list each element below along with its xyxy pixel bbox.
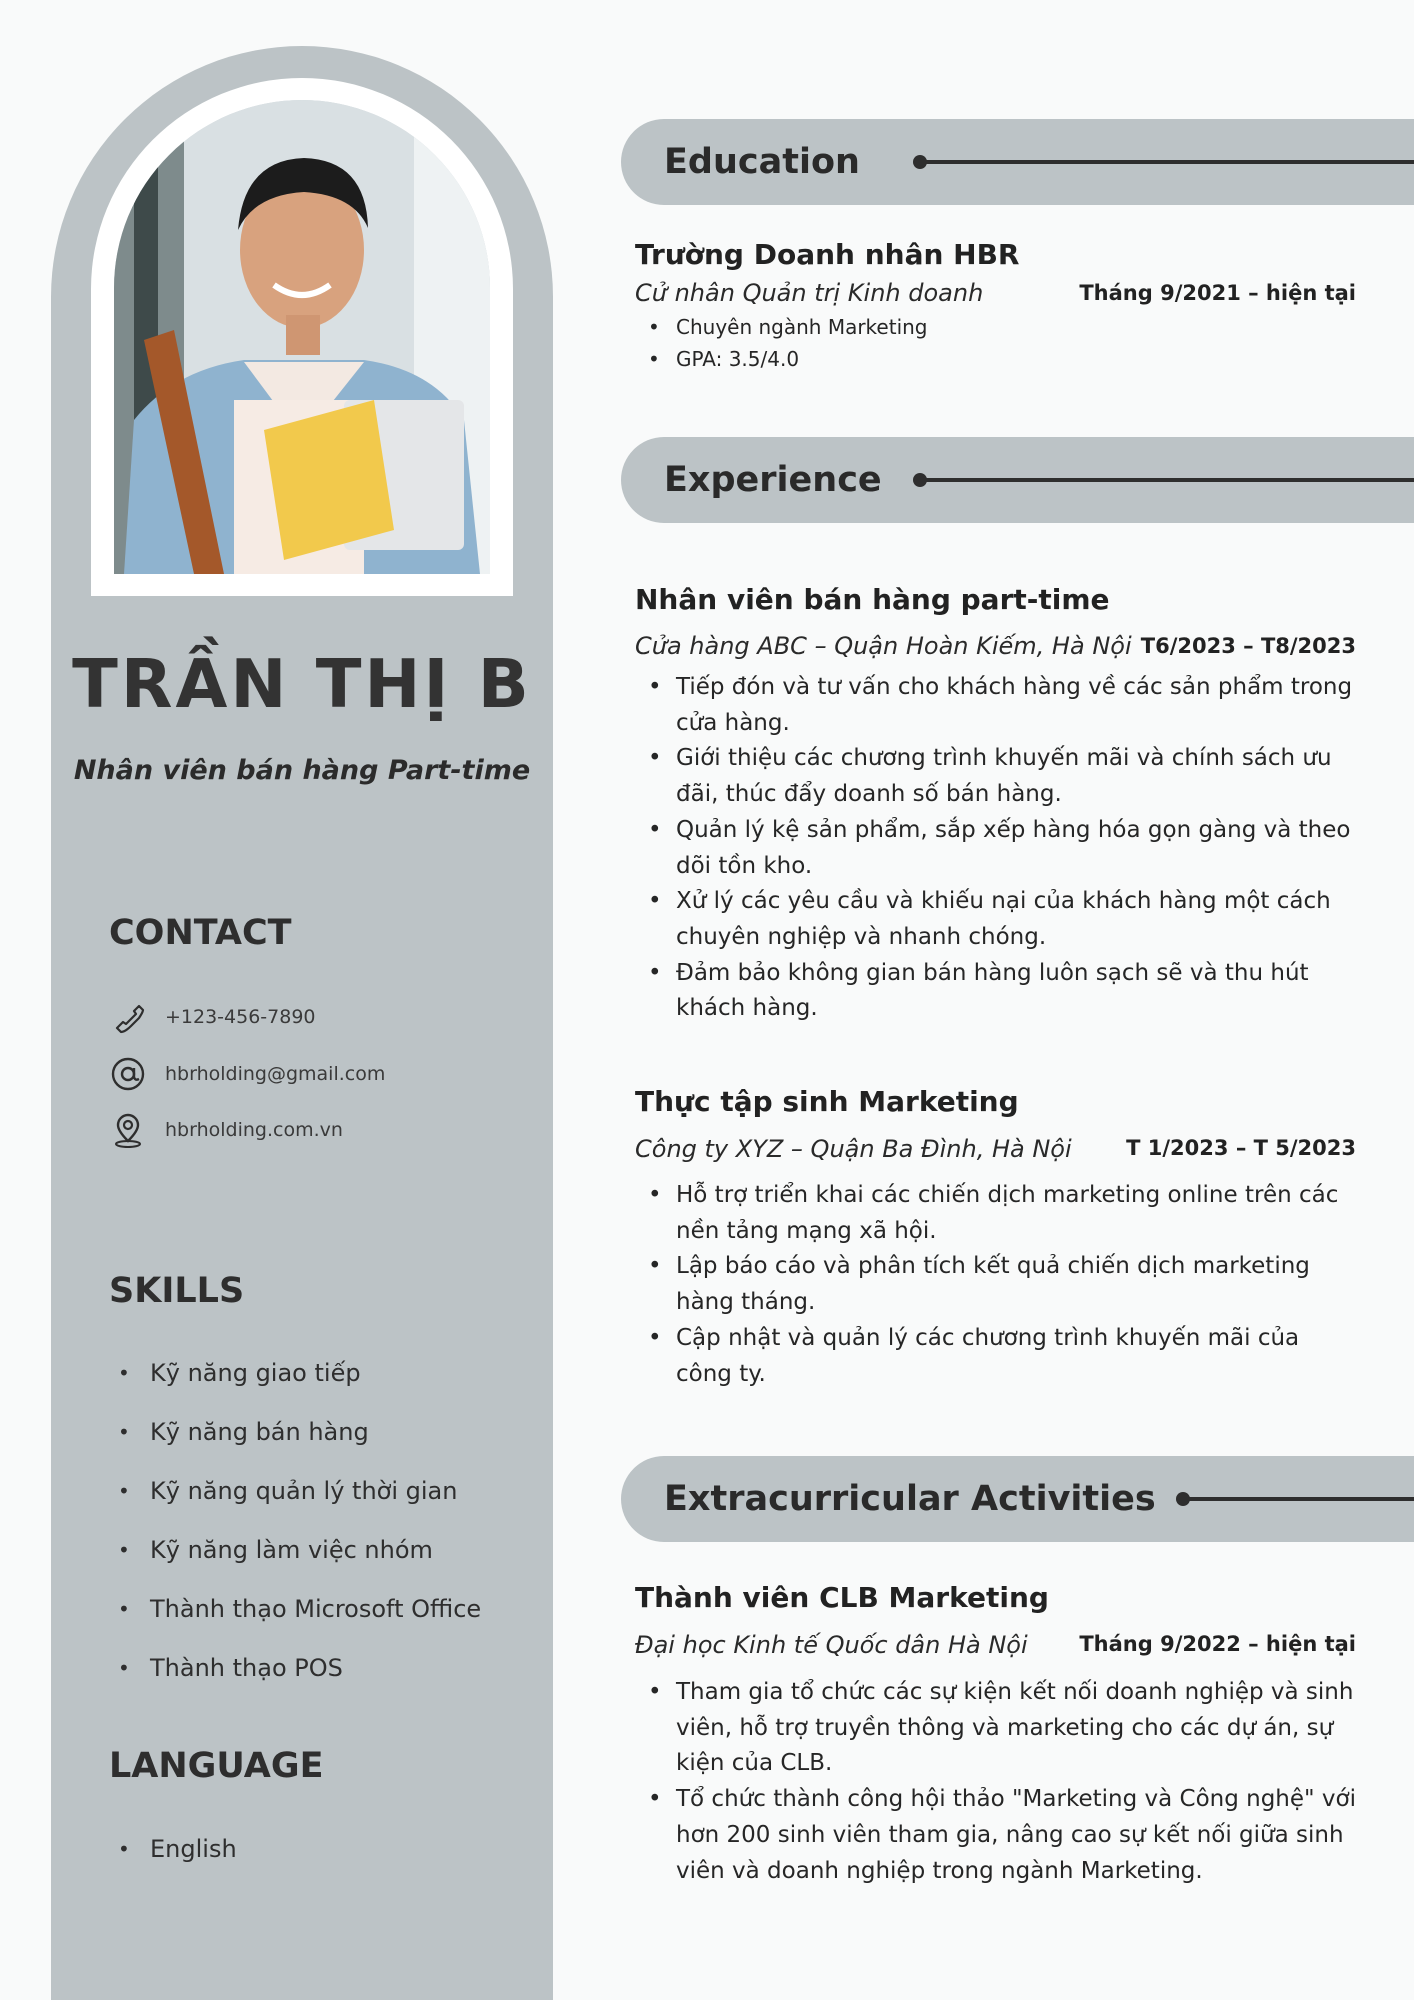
- job-title: Thực tập sinh Marketing: [635, 1085, 1019, 1118]
- bar-line: [919, 160, 1414, 164]
- contact-website: [109, 1110, 343, 1150]
- job-company: Công ty XYZ – Quận Ba Đình, Hà Nội: [635, 1135, 1072, 1163]
- job-date: T 1/2023 – T 5/2023: [1126, 1136, 1356, 1160]
- activity-date: Tháng 9/2022 – hiện tại: [1079, 1632, 1356, 1656]
- list-item: • Cập nhật và quản lý các chương trình khuyến mãi của công ty.: [640, 1321, 1358, 1392]
- list-item: • Xử lý các yêu cầu và khiếu nại của khách hàng một cách chuyên nghiệp và nhanh chóng.: [640, 884, 1358, 955]
- job-title: Nhân viên bán hàng part-time: [635, 583, 1110, 616]
- list-item: • English: [118, 1829, 237, 1888]
- experience-heading: Experience: [664, 460, 882, 500]
- skills-list: [118, 1353, 481, 1707]
- activity-org: Đại học Kinh tế Quốc dân Hà Nội: [635, 1631, 1028, 1659]
- person-name: TRẦN THỊ B: [72, 645, 532, 723]
- education-section-bar: [621, 119, 1414, 205]
- education-date: Tháng 9/2021 – hiện tại: [1079, 281, 1356, 305]
- experience-section-bar: [621, 437, 1414, 523]
- job-bullets: [640, 1178, 1358, 1392]
- contact-phone: [109, 997, 316, 1037]
- list-item: • Tiếp đón và tư vấn cho khách hàng về các sản phẩm trong cửa hàng.: [640, 670, 1358, 741]
- list-item: • Kỹ năng quản lý thời gian: [118, 1471, 481, 1530]
- activities-heading: Extracurricular Activities: [664, 1479, 1156, 1519]
- language-list: [118, 1829, 237, 1888]
- list-item: • Thành thạo POS: [118, 1648, 481, 1707]
- profile-photo-frame: [91, 78, 513, 596]
- email-text: hbrholding@gmail.com: [165, 1063, 386, 1085]
- list-item: • GPA: 3.5/4.0: [640, 343, 1358, 375]
- website-text: hbrholding.com.vn: [165, 1119, 343, 1141]
- job-company: Cửa hàng ABC – Quận Hoàn Kiếm, Hà Nội: [635, 632, 1132, 660]
- list-item: • Kỹ năng giao tiếp: [118, 1353, 481, 1412]
- education-school: Trường Doanh nhân HBR: [635, 238, 1020, 271]
- list-item: • Kỹ năng làm việc nhóm: [118, 1530, 481, 1589]
- list-item: • Giới thiệu các chương trình khuyến mãi và chính sách ưu đãi, thúc đẩy doanh số bán hàng.: [640, 741, 1358, 812]
- list-item: • Chuyên ngành Marketing: [640, 311, 1358, 343]
- activity-bullets: [640, 1675, 1358, 1889]
- education-details: [640, 311, 1358, 375]
- education-degree: Cử nhân Quản trị Kinh doanh: [635, 279, 984, 307]
- list-item: • Quản lý kệ sản phẩm, sắp xếp hàng hóa gọn gàng và theo dõi tồn kho.: [640, 813, 1358, 884]
- bar-line: [1182, 1497, 1414, 1501]
- location-pin-icon: [109, 1111, 147, 1149]
- phone-text: +123-456-7890: [165, 1006, 316, 1028]
- list-item: • Tham gia tổ chức các sự kiện kết nối doanh nghiệp và sinh viên, hỗ trợ truyền thông và marketing cho các dự án, sự kiện của CLB.: [640, 1675, 1358, 1782]
- skills-heading: SKILLS: [109, 1271, 245, 1311]
- list-item: • Lập báo cáo và phân tích kết quả chiến dịch marketing hàng tháng.: [640, 1249, 1358, 1320]
- list-item: • Kỹ năng bán hàng: [118, 1412, 481, 1471]
- education-heading: Education: [664, 142, 860, 182]
- list-item: • Thành thạo Microsoft Office: [118, 1589, 481, 1648]
- person-role: Nhân viên bán hàng Part-time: [73, 755, 531, 786]
- job-bullets: [640, 670, 1358, 1027]
- contact-email: [109, 1054, 385, 1094]
- language-heading: LANGUAGE: [109, 1746, 324, 1786]
- bar-line: [919, 478, 1414, 482]
- job-date: T6/2023 – T8/2023: [1140, 634, 1356, 658]
- list-item: • Tổ chức thành công hội thảo "Marketing và Công nghệ" với hơn 200 sinh viên tham gia, nâng cao sự kết nối giữa sinh viên và doanh nghiệp trong ngành Marketing.: [640, 1782, 1358, 1889]
- contact-heading: CONTACT: [109, 913, 292, 953]
- list-item: • Đảm bảo không gian bán hàng luôn sạch sẽ và thu hút khách hàng.: [640, 956, 1358, 1027]
- profile-photo: [114, 100, 490, 574]
- activity-title: Thành viên CLB Marketing: [635, 1581, 1049, 1614]
- at-sign-icon: [109, 1055, 147, 1093]
- list-item: • Hỗ trợ triển khai các chiến dịch marketing online trên các nền tảng mạng xã hội.: [640, 1178, 1358, 1249]
- phone-icon: [109, 998, 147, 1036]
- activities-section-bar: [621, 1456, 1414, 1542]
